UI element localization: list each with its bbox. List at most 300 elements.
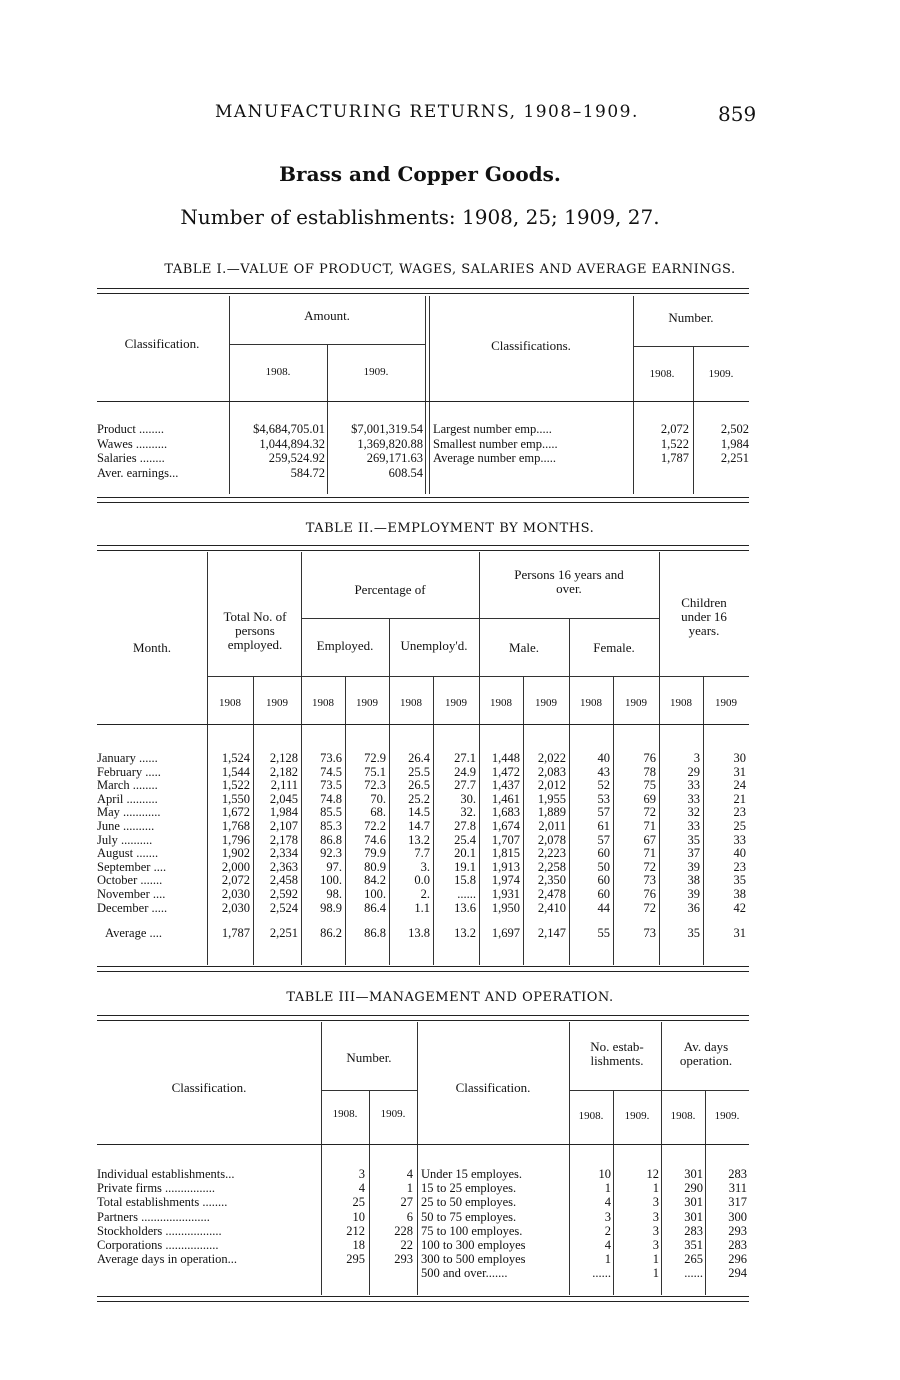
row-label: 75 to 100 employes. [421,1223,523,1238]
value-cell: 25.4 [454,832,476,847]
value-cell: 2,030 [221,887,250,901]
table3-num-1909: 1909. [380,1108,406,1120]
year-header: 1908 [400,697,422,709]
value-cell: 1,984 [269,805,298,820]
value-1908: 295 [346,1252,365,1267]
value-cell: 2,012 [537,778,566,793]
table3-body [97,1145,749,1295]
average-cell: 86.2 [320,926,342,941]
table-row [97,765,749,779]
value-cell: 33 [687,778,700,793]
value-cell: 1,931 [491,887,520,901]
year-header: 1908 [580,697,602,709]
value-cell: 75.1 [364,764,386,779]
value-cell: 76 [643,751,656,765]
value-cell: 26.4 [408,751,430,765]
average-cell: 13.2 [454,926,476,941]
value-cell: 61 [597,819,610,833]
value-cell: 14.5 [408,805,430,820]
month-label: July .......... [97,832,153,847]
value-cell: 79.9 [364,846,386,861]
value-cell: 1,955 [537,791,566,806]
value-cell: 69 [643,791,656,806]
value-cell: ...... [457,887,476,901]
year-header: 1908 [670,697,692,709]
average-cell: 55 [597,926,610,941]
value-cell: 27.8 [454,819,476,833]
year-header: 1909 [445,697,467,709]
value-cell: 100. [320,873,342,888]
average-cell: 13.8 [408,926,430,941]
value-cell: 1,707 [491,832,520,847]
value-cell: 2,363 [269,859,298,874]
year-header: 1909 [535,697,557,709]
row-label: Total establishments ........ [97,1195,228,1210]
value-cell: 1,672 [221,805,250,820]
table1-num-1908: 1908. [649,368,675,380]
value-cell: 85.5 [320,805,342,820]
table2-head-unemployed: Unemploy'd. [400,638,468,653]
value-cell: 53 [597,791,610,806]
value-cell: 1,815 [491,846,520,861]
value-cell: 60 [597,846,610,861]
value-cell: 57 [597,805,610,820]
days-1909: 311 [728,1181,747,1196]
year-header: 1908 [312,697,334,709]
value-cell: 2,334 [269,846,298,861]
average-cell: 73 [643,926,656,941]
days-1908: 301 [684,1167,703,1181]
table1-caption: TABLE I.—VALUE OF PRODUCT, WAGES, SALARIES AND AVERAGE EARNINGS. [164,262,736,277]
table-row [97,1210,417,1224]
section-subtitle: Number of establishments: 1908, 25; 1909, 27. [180,205,660,229]
value-cell: 80.9 [364,859,386,874]
table3-head-classification: Classification. [171,1080,247,1095]
value-cell: 70. [370,791,386,806]
row-label: Aver. earnings... [97,465,179,480]
value-cell: 1,522 [221,778,250,793]
value-cell: 67 [643,832,656,847]
table3-num-1908: 1908. [332,1108,358,1120]
table-row [433,437,749,452]
table2-head-male: Male. [509,640,539,655]
value-cell: 60 [597,873,610,888]
value-1909: 293 [394,1252,413,1267]
year-header: 1909 [625,697,647,709]
table2-top-rule [97,545,749,551]
row-label: Wawes .......... [97,436,168,451]
table-row [97,422,425,437]
value-cell: 2,072 [221,873,250,888]
table-row [421,1266,749,1280]
value-cell: 72.9 [364,751,386,765]
month-label: May ............ [97,805,161,820]
days-1908: ...... [684,1266,703,1281]
value-cell: 84.2 [364,873,386,888]
value-1909: 22 [400,1238,413,1252]
table3-caption: TABLE III—MANAGEMENT AND OPERATION. [286,990,614,1005]
running-title: MANUFACTURING RETURNS, 1908–1909. [215,102,639,122]
table-row [97,451,425,466]
table2-head-employed: Employed. [316,638,374,653]
value-cell: 30. [460,791,476,806]
value-cell: 2,000 [221,859,250,874]
value-cell: 57 [597,832,610,847]
table-row [97,833,749,847]
table3-head-avdays: Av. days operation. [679,1039,733,1068]
value-cell: 20.1 [454,846,476,861]
days-1909: 283 [728,1167,747,1181]
estab-1909: 1 [652,1252,659,1267]
value-cell: 25 [733,819,746,833]
table-row [433,451,749,466]
row-label: Product ........ [97,422,165,436]
month-label: December ..... [97,900,168,915]
table3-head-estab: No. estab-lishments. [590,1039,644,1068]
table2-head-children: Children under 16 years. [681,595,727,638]
value-cell: 43 [597,764,610,779]
value-cell: 97. [326,859,342,874]
table-row [97,1252,417,1266]
month-label: October ....... [97,873,163,888]
value-1909: 269,171.63 [366,451,423,465]
value-cell: 73.6 [320,751,342,765]
average-cell: 1,697 [491,926,520,941]
value-cell: 37 [687,846,700,861]
row-label: Partners ...................... [97,1209,210,1224]
table2-head-month: Month. [133,640,171,655]
value-cell: 33 [733,832,746,847]
value-1908: 1,787 [660,451,689,465]
days-1908: 301 [684,1209,703,1224]
average-row [97,926,749,940]
row-label: 500 and over....... [421,1266,508,1281]
table1-top-rule [97,288,749,294]
table2-bottom-rule [97,966,749,972]
table1-head-classifications: Classifications. [491,338,571,353]
value-1908: $4,684,705.01 [253,422,325,436]
value-cell: 0.0 [414,873,430,888]
month-label: February ..... [97,764,161,779]
value-cell: 32 [687,805,700,820]
value-cell: 38 [733,887,746,901]
value-cell: 39 [687,887,700,901]
value-cell: 92.3 [320,846,342,861]
table3-days-1908: 1908. [670,1110,696,1122]
value-1909: 4 [406,1167,413,1181]
average-cell: 35 [687,926,700,941]
value-cell: 68. [370,805,386,820]
table1-bottom-rule [97,497,749,503]
table1-head-1909: 1909. [363,366,389,378]
table-row [97,1195,417,1209]
value-1908: 1,522 [660,436,689,451]
value-cell: 73 [643,873,656,888]
estab-1909: 3 [652,1223,659,1238]
value-cell: 40 [597,751,610,765]
table3-head-number: Number. [346,1050,392,1065]
value-1908: 584.72 [290,465,325,480]
estab-1909: 1 [652,1181,659,1196]
value-cell: 13.2 [408,832,430,847]
estab-1908: 1 [604,1252,611,1267]
value-cell: 13.6 [454,900,476,915]
row-label: Salaries ........ [97,451,165,465]
estab-1908: 10 [598,1167,611,1181]
value-cell: 2,045 [269,791,298,806]
table2-head-female: Female. [593,640,635,655]
days-1908: 290 [684,1181,703,1196]
days-1909: 283 [728,1238,747,1252]
year-header: 1909 [356,697,378,709]
estab-1909: 3 [652,1209,659,1224]
value-1908: 212 [346,1223,365,1238]
days-1909: 296 [728,1252,747,1267]
value-cell: 33 [687,791,700,806]
value-cell: 2,350 [537,873,566,888]
value-cell: 85.3 [320,819,342,833]
days-1909: 293 [728,1223,747,1238]
value-cell: 2,182 [269,764,298,779]
table1-body [97,402,749,494]
estab-1909: 3 [652,1238,659,1252]
table-row [97,901,749,915]
table3-estab-1909: 1909. [624,1110,650,1122]
table-row [421,1167,749,1181]
table-row [97,873,749,887]
days-1909: 300 [728,1209,747,1224]
table1-head-1908: 1908. [265,366,291,378]
value-cell: 2,478 [537,887,566,901]
row-label: 25 to 50 employes. [421,1195,517,1210]
average-label: Average .... [105,926,163,941]
table-row [97,1181,417,1195]
table3-header [97,1022,749,1144]
table-row [97,437,425,452]
year-header: 1908 [219,697,241,709]
value-cell: 1,768 [221,819,250,833]
value-cell: 72.3 [364,778,386,793]
month-label: June .......... [97,819,155,833]
value-cell: 2,011 [538,819,566,833]
table3-top-rule [97,1015,749,1021]
table-row [97,846,749,860]
value-cell: 31 [733,764,746,779]
table-row [97,860,749,874]
value-cell: 1,472 [491,764,520,779]
value-1909: 1,984 [720,436,749,451]
table-row [421,1252,749,1266]
value-cell: 98. [326,887,342,901]
value-cell: 14.7 [408,819,430,833]
table-row [97,1238,417,1252]
value-cell: 2,078 [537,832,566,847]
table2-head-total: Total No. of persons employed. [223,609,287,652]
value-1908: 1,044,894.32 [259,436,325,451]
year-header: 1909 [266,697,288,709]
average-cell: 86.8 [364,926,386,941]
value-1909: 1 [406,1181,413,1196]
value-cell: 33 [687,819,700,833]
value-cell: 72 [643,900,656,915]
value-cell: 72 [643,805,656,820]
value-cell: 2,258 [537,859,566,874]
value-cell: 38 [687,873,700,888]
table-row [97,887,749,901]
value-cell: 60 [597,887,610,901]
value-cell: 76 [643,887,656,901]
table3-days-1909: 1909. [714,1110,740,1122]
value-1908: 259,524.92 [268,451,325,465]
table-row [97,1224,417,1238]
days-1908: 351 [684,1238,703,1252]
value-cell: 2,458 [269,873,298,888]
value-1909: 608.54 [388,465,423,480]
value-cell: 27.1 [454,751,476,765]
value-1909: 2,251 [720,451,749,465]
value-cell: 74.5 [320,764,342,779]
value-cell: 2,223 [537,846,566,861]
value-cell: 74.8 [320,791,342,806]
table3-head-classification2: Classification. [455,1080,531,1095]
table-row [97,778,749,792]
days-1908: 301 [684,1195,703,1210]
value-cell: 2,030 [221,900,250,915]
row-label: Private firms ................ [97,1181,216,1196]
estab-1909: 3 [652,1195,659,1210]
table3-estab-1908: 1908. [578,1110,604,1122]
value-cell: 39 [687,859,700,874]
value-1909: 228 [394,1223,413,1238]
month-label: April .......... [97,791,158,806]
row-label: 300 to 500 employes [421,1252,526,1267]
value-cell: 1,974 [491,873,520,888]
value-cell: 2,524 [269,900,298,915]
value-cell: 1,889 [537,805,566,820]
table2-head-percentage: Percentage of [354,582,426,597]
table-row [97,792,749,806]
table1-head-number: Number. [668,310,714,325]
value-cell: 2,083 [537,764,566,779]
value-cell: 3. [420,859,430,874]
table-row [433,422,749,437]
value-cell: 1,544 [221,764,250,779]
estab-1908: 3 [604,1209,611,1224]
value-cell: 52 [597,778,610,793]
value-cell: 1.1 [414,900,430,915]
value-cell: 44 [597,900,610,915]
estab-1909: 12 [646,1167,659,1181]
table-row [421,1195,749,1209]
value-cell: 50 [597,859,610,874]
row-label: 100 to 300 employes [421,1238,526,1252]
value-cell: 1,461 [491,791,520,806]
value-cell: 74.6 [364,832,386,847]
row-label: Individual establishments... [97,1167,235,1181]
row-label: 15 to 25 employes. [421,1181,517,1196]
value-1908: 4 [358,1181,365,1196]
table1-head-classification: Classification. [124,336,200,351]
estab-1908: 4 [604,1238,611,1252]
table1-header [97,296,749,401]
table-row [421,1210,749,1224]
page-number: 859 [718,102,757,126]
value-cell: 21 [733,791,746,806]
value-cell: 1,902 [221,846,250,861]
year-header: 1908 [490,697,512,709]
value-cell: 1,437 [491,778,520,793]
row-label: 50 to 75 employes. [421,1209,517,1224]
table-row [97,466,425,481]
value-cell: 7.7 [414,846,430,861]
row-label: Stockholders .................. [97,1223,222,1238]
table2-head-persons16: Persons 16 years and over. [514,567,624,596]
table1-head-amount: Amount. [304,308,350,323]
value-1909: 2,502 [720,422,749,436]
value-cell: 27.7 [454,778,476,793]
value-1909: $7,001,319.54 [351,422,423,436]
value-cell: 78 [643,764,656,779]
section-title: Brass and Copper Goods. [279,162,561,186]
value-1909: 6 [406,1209,413,1224]
row-label: Corporations ................. [97,1238,219,1252]
table1-num-1909: 1909. [708,368,734,380]
average-cell: 2,147 [537,926,566,941]
table-row [97,751,749,765]
value-cell: 1,550 [221,791,250,806]
table-row [421,1224,749,1238]
estab-1908: ...... [592,1266,611,1281]
estab-1908: 1 [604,1181,611,1196]
value-cell: 3 [693,751,700,765]
value-cell: 1,674 [491,819,520,833]
average-cell: 2,251 [269,926,298,941]
value-cell: 2,128 [269,751,298,765]
month-label: January ...... [97,751,158,765]
value-cell: 19.1 [454,859,476,874]
value-cell: 73.5 [320,778,342,793]
days-1908: 265 [684,1252,703,1267]
year-header: 1909 [715,697,737,709]
value-1908: 10 [352,1209,365,1224]
value-cell: 25.2 [408,791,430,806]
value-cell: 71 [643,819,656,833]
value-cell: 1,524 [221,751,250,765]
month-label: March ........ [97,778,158,793]
value-cell: 2. [420,887,430,901]
value-1908: 25 [352,1195,365,1210]
value-cell: 2,592 [269,887,298,901]
month-label: August ....... [97,846,159,861]
row-label: Largest number emp..... [433,422,552,436]
value-cell: 24 [733,778,746,793]
value-1908: 18 [352,1238,365,1252]
row-label: Smallest number emp..... [433,436,558,451]
table-row [97,819,749,833]
value-cell: 25.5 [408,764,430,779]
value-1908: 3 [358,1167,365,1181]
estab-1908: 4 [604,1195,611,1210]
value-cell: 72 [643,859,656,874]
value-cell: 2,111 [270,778,298,793]
value-cell: 1,950 [491,900,520,915]
value-cell: 1,913 [491,859,520,874]
value-cell: 40 [733,846,746,861]
table-row [421,1181,749,1195]
average-cell: 1,787 [221,926,250,941]
days-1909: 294 [728,1266,747,1281]
table-row [421,1238,749,1252]
